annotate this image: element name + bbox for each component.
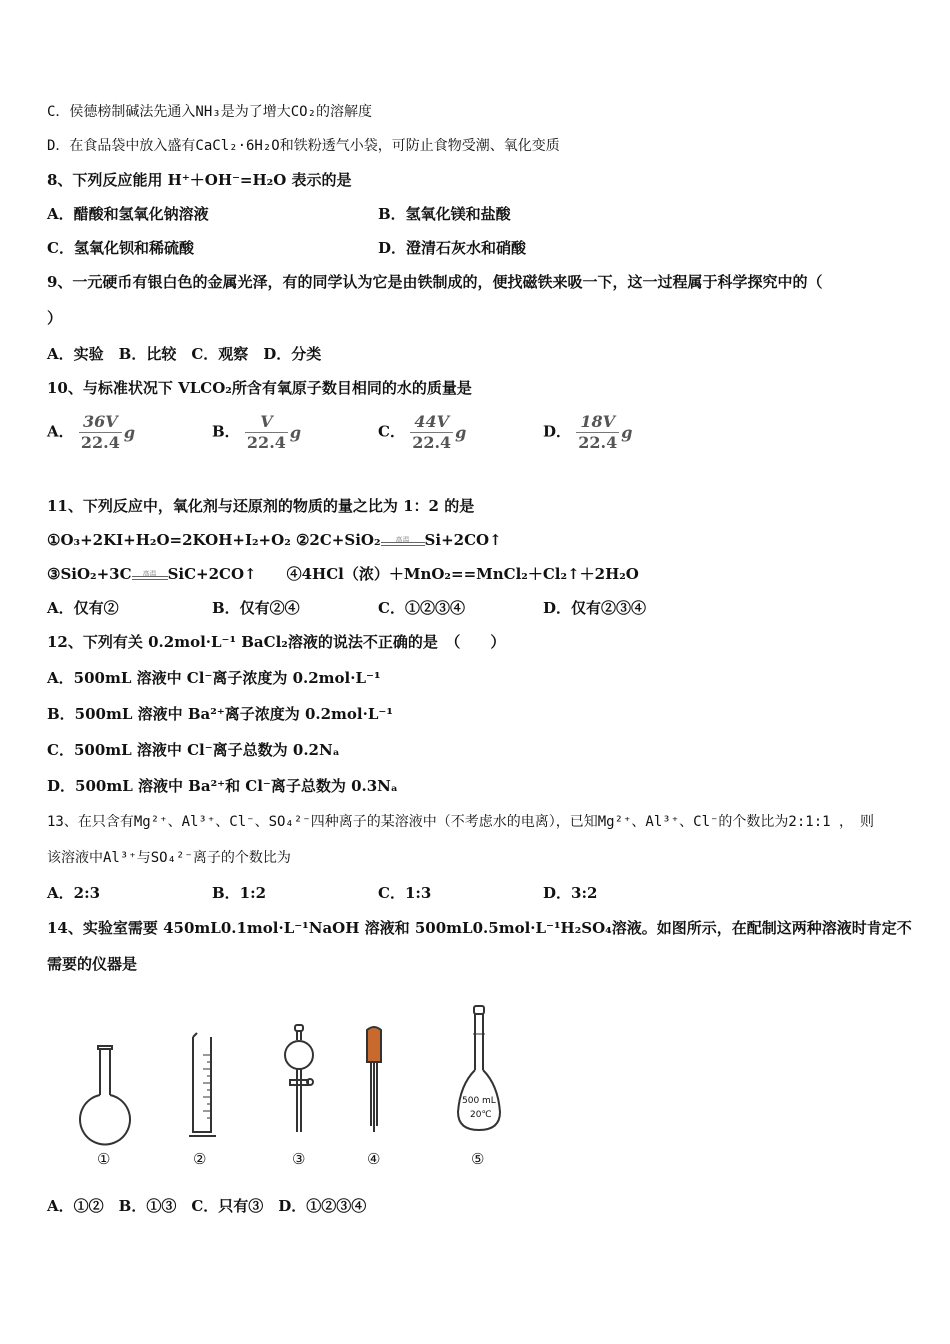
q10-option-b	[212, 412, 301, 453]
q11-option-d: D．仅有②③④	[543, 599, 647, 617]
q13-option-c: C．1:3	[378, 884, 432, 902]
q11-reactions-2	[47, 564, 639, 584]
q11-condition-1-text: 高温	[395, 536, 410, 544]
q10-option-d-unit: g	[621, 422, 633, 442]
q10-option-b-denominator: 22.4	[246, 433, 286, 452]
q10-option-c-denominator: 22.4	[412, 433, 452, 452]
q10-option-a-numerator: 36V	[83, 412, 118, 431]
q11-reaction-1b: Si+2CO↑	[424, 531, 502, 549]
separatory-funnel-icon	[285, 1025, 313, 1132]
q10-option-b-fraction	[245, 412, 288, 453]
q8-stem: 8、下列反应能用 H⁺＋OH⁻=H₂O 表示的是	[47, 171, 352, 189]
figure-label-2: ②	[193, 1150, 207, 1168]
q11-condition-1	[381, 534, 425, 548]
q11-condition-2	[132, 568, 168, 582]
q14-options: A．①② B．①③ C．只有③ D．①②③④	[47, 1197, 367, 1215]
graduated-cylinder-icon	[189, 1033, 216, 1136]
q13-option-b: B．1:2	[212, 884, 267, 902]
q13-stem: 13、在只含有Mg²⁺、Al³⁺、Cl⁻、SO₄²⁻四种离子的某溶液中（不考虑水的电离），已知Mg²⁺、Al³⁺、Cl⁻的个数比为2:1:1 ， 则	[47, 814, 875, 830]
q13-stem-cont: 该溶液中Al³⁺与SO₄²⁻离子的个数比为	[47, 850, 291, 866]
q8-option-a: A．醋酸和氢氧化钠溶液	[47, 205, 209, 223]
q9-options: A．实验 B．比较 C．观察 D．分类	[47, 345, 322, 363]
q10-option-c-numerator: 44V	[414, 412, 450, 431]
figure-label-3: ③	[292, 1150, 306, 1168]
q14-stem-cont: 需要的仪器是	[47, 955, 138, 973]
q10-option-c	[378, 412, 466, 453]
q12-stem: 12、下列有关 0.2mol·L⁻¹ BaCl₂溶液的说法不正确的是 （ ）	[47, 633, 506, 651]
q10-option-c-fraction	[410, 412, 453, 453]
q10-option-a-fraction	[79, 412, 122, 453]
q10-option-b-numerator: V	[260, 412, 273, 431]
q10-option-d	[543, 412, 632, 453]
q11-condition-2-text: 高温	[142, 570, 157, 578]
q10-option-b-label: B．	[212, 422, 240, 441]
q11-reaction-1a: ①O₃+2KI+H₂O=2KOH+I₂+O₂ ②2C+SiO₂	[47, 531, 381, 549]
q10-option-c-label: C．	[378, 422, 405, 441]
q10-option-d-label: D．	[543, 422, 572, 441]
q11-reactions-1	[47, 530, 502, 550]
q8-option-b: B．氢氧化镁和盐酸	[378, 205, 511, 223]
q12-option-a: A．500mL 溶液中 Cl⁻离子浓度为 0.2mol·L⁻¹	[47, 669, 381, 687]
q10-option-a-unit: g	[123, 422, 136, 442]
q10-option-a	[47, 412, 135, 453]
q10-stem: 10、与标准状况下 VLCO₂所含有氧原子数目相同的水的质量是	[47, 379, 472, 397]
q12-option-d: D．500mL 溶液中 Ba²⁺和 Cl⁻离子总数为 0.3Nₐ	[47, 777, 398, 795]
q13-option-d: D．3:2	[543, 884, 598, 902]
q14-stem: 14、实验室需要 450mL0.1mol·L⁻¹NaOH 溶液和 500mL0.5mol·L⁻¹H₂SO₄溶液。如图所示，在配制这两种溶液时肯定不	[47, 919, 912, 937]
round-flask-icon	[80, 1046, 130, 1144]
q11-reaction-2b: SiC+2CO↑ ④4HCl（浓）＋MnO₂==MnCl₂＋Cl₂↑＋2H₂O	[167, 565, 639, 583]
figure-label-4: ④	[367, 1150, 381, 1168]
q11-option-b: B．仅有②④	[212, 599, 300, 617]
q10-option-d-denominator: 22.4	[578, 433, 618, 452]
apparatus-drawing	[60, 1000, 560, 1180]
q10-option-d-numerator: 18V	[580, 412, 616, 431]
q9-stem: 9、一元硬币有银白色的金属光泽，有的同学认为它是由铁制成的，便找磁铁来吸一下，这一过程属于科学探究中的（	[47, 273, 823, 291]
q8-option-d: D．澄清石灰水和硝酸	[378, 239, 527, 257]
q13-option-a: A．2:3	[47, 884, 101, 902]
q7-option-d: D．在食品袋中放入盛有CaCl₂·6H₂O和铁粉透气小袋，可防止食物受潮、氧化变质	[47, 138, 560, 154]
flask-temp-label: 20℃	[470, 1110, 492, 1120]
q11-option-c: C．①②③④	[378, 599, 465, 617]
q11-reaction-2a: ③SiO₂+3C	[47, 565, 132, 583]
flask-volume-label: 500 mL	[462, 1096, 496, 1106]
apparatus-figure	[60, 1000, 560, 1180]
q11-option-a: A．仅有②	[47, 599, 119, 617]
q10-option-c-unit: g	[455, 422, 467, 442]
q12-option-c: C．500mL 溶液中 Cl⁻离子总数为 0.2Nₐ	[47, 741, 340, 759]
q12-option-b: B．500mL 溶液中 Ba²⁺离子浓度为 0.2mol·L⁻¹	[47, 705, 393, 723]
q8-option-c: C．氢氧化钡和稀硫酸	[47, 239, 194, 257]
dropper-icon	[367, 1027, 381, 1132]
q11-stem: 11、下列反应中，氧化剂与还原剂的物质的量之比为 1：2 的是	[47, 497, 475, 515]
q10-option-a-denominator: 22.4	[80, 433, 120, 452]
q10-option-d-fraction	[576, 412, 619, 453]
q10-option-a-label: A．	[47, 422, 74, 441]
q7-option-c: C．侯德榜制碱法先通入NH₃是为了增大CO₂的溶解度	[47, 104, 372, 120]
q10-option-b-unit: g	[289, 422, 302, 442]
q9-stem-cont: ）	[47, 309, 63, 327]
figure-label-5: ⑤	[471, 1150, 485, 1168]
figure-label-1: ①	[97, 1150, 111, 1168]
